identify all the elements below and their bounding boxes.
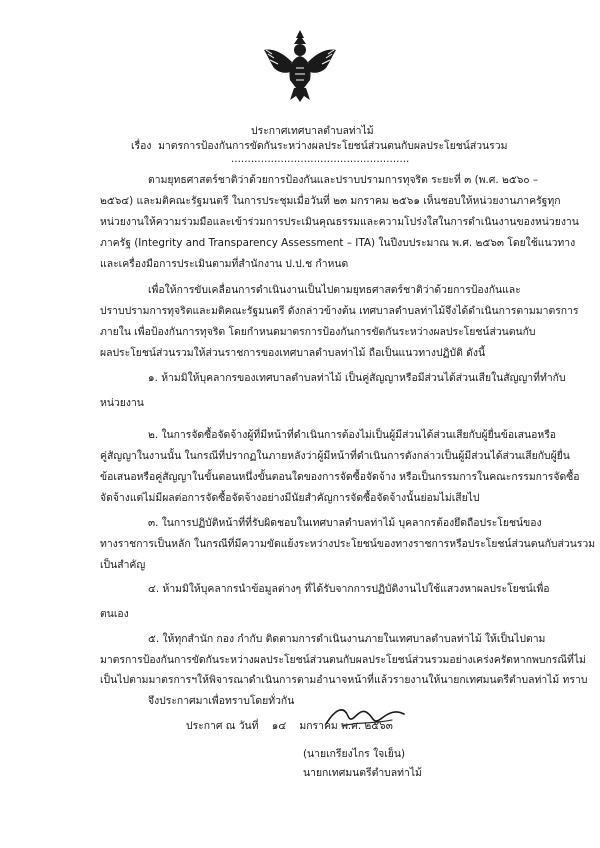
paragraph-line: และเครื่องมือการประเมินตามที่สำนักงาน ป.ป.ช กำหนด [100, 258, 349, 270]
list-item-line: ตนเอง [100, 608, 129, 620]
paragraph-line: ภาครัฐ (Integrity and Transparency Assessment – ITA) ในปีงบประมาณ พ.ศ. ๒๕๖๓ โดยใช้แนวทาง [100, 237, 576, 249]
list-item-line: ๕. ให้ทุกสำนัก กอง กำกับ ติดตามการดำเนินงานภายในเทศบาลตำบลท่าไม้ ให้เป็นไปตาม [148, 633, 546, 645]
list-item-line: เป็นสำคัญ [100, 559, 146, 571]
signatory-name: (นายเกรียงไกร ใจเย็น) [303, 748, 406, 760]
announce-prefix: ประกาศ ณ วันที่ [186, 720, 259, 732]
paragraph-line: ผลประโยชน์ส่วนรวมให้ส่วนราชการของเทศบาลตำบลท่าไม้ ถือเป็นแนวทางปฏิบัติ ดังนี้ [100, 347, 486, 359]
closing-line: จึงประกาศมาเพื่อทราบโดยทั่วกัน [148, 695, 295, 707]
list-item-line: ๔. ห้ามมิให้บุคลากรนำข้อมูลต่างๆ ที่ได้รับจากการปฏิบัติงานไปใช้แสวงหาผลประโยชน์เพื่อ [148, 583, 550, 595]
list-item-line: หน่วยงาน [100, 397, 144, 409]
subject-label: เรื่อง [131, 140, 152, 152]
paragraph-line: หน่วยงานให้ความร่วมมือและเข้าร่วมการประเมินคุณธรรมและความโปร่งใสในการดำเนินงานของหน่วยงาน [100, 216, 579, 228]
list-item-line: ๓. ในการปฏิบัติหน้าที่ที่รับผิดชอบในเทศบาลตำบลท่าไม้ บุคลากรต้องยึดถือประโยชน์ของ [148, 517, 542, 529]
list-item-line: ๑. ห้ามมิให้บุคลากรของเทศบาลตำบลท่าไม้ เป็นคู่สัญญาหรือมีส่วนได้ส่วนเสียในสัญญาที่ทำกับ [148, 372, 566, 384]
list-item-line: จัดจ้างแต่ไม่มีผลต่อการจัดซื้อจัดจ้างอย่างมีนัยสำคัญการจัดซื้อจัดจ้างนั้นย่อมไม่เสียไป [100, 492, 480, 504]
subject-text: มาตรการป้องกันการขัดกันระหว่างผลประโยชน์ส่วนตนกับผลประโยชน์ส่วนรวม [158, 140, 508, 152]
signatory-position: นายกเทศมนตรีตำบลท่าไม้ [303, 767, 422, 779]
list-item-line: คู่สัญญาในงานนั้น ในกรณีที่ปรากฏในภายหลังว่าผู้มีหน้าที่ดำเนินการดังกล่าวเป็นผู้มีส่วนได้ส่วนเสียกับผู้ยื่น [100, 450, 570, 462]
separator-dots: ...................................................... [231, 153, 410, 165]
announce-month-year: มกราคม พ.ศ. ๒๕๖๓ [299, 720, 393, 732]
issuer-title: ประกาศเทศบาลตำบลท่าไม้ [251, 125, 374, 137]
announce-day: ๑๔ [271, 720, 287, 732]
garuda-emblem-icon [262, 28, 338, 104]
paragraph-line: ปราบปรามการทุจริตและมติคณะรัฐมนตรี ดังกล่าวข้างต้น เทศบาลตำบลท่าไม้จึงได้ดำเนินการตามมาตรการ [100, 305, 579, 317]
paragraph-line: ๒๕๖๔) และมติคณะรัฐมนตรี ในการประชุมเมื่อวันที่ ๒๓ มกราคม ๒๕๖๑ เห็นชอบให้หน่วยงานภาครัฐทุก [100, 195, 561, 207]
list-item-line: ข้อเสนอหรือคู่สัญญาในขั้นตอนหนึ่งขั้นตอนใดของการจัดซื้อจัดจ้าง หรือเป็นกรรมการในคณะกรรมการจัดซื้อ [100, 471, 580, 483]
subject-line [131, 139, 507, 153]
signature-icon [322, 700, 408, 734]
list-item-line: เป็นไปตามมาตรการฯให้พิจารณาดำเนินการตามอำนาจหน้าที่แล้วรายงานให้นายกเทศมนตรีตำบลท่าไม้ ทราบ [100, 674, 588, 686]
list-item-line: ๒. ในการจัดซื้อจัดจ้างผู้ที่มีหน้าที่ดำเนินการต้องไม่เป็นผู้มีส่วนได้ส่วนเสียกับผู้ยื่นข้อเสนอหรือ [148, 429, 557, 441]
paragraph-line: ตามยุทธศาสตร์ชาติว่าด้วยการป้องกันและปราบปรามการทุจริต ระยะที่ ๓ (พ.ศ. ๒๕๖๐ – [148, 174, 539, 186]
paragraph-line: เพื่อให้การขับเคลื่อนการดำเนินงานเป็นไปตามยุทธศาสตร์ชาติว่าด้วยการป้องกันและ [148, 284, 521, 296]
list-item-line: ทางราชการเป็นหลัก ในกรณีที่มีความขัดแย้งระหว่างประโยชน์ของทางราชการหรือประโยชน์ส่วนตนกับส่วนรวม [100, 538, 596, 550]
list-item-line: มาตรการป้องกันการขัดกันระหว่างผลประโยชน์ส่วนตนกับผลประโยชน์ส่วนรวมอย่างเคร่งครัดหากพบกรณีที่ไม่ [100, 654, 586, 666]
paragraph-line: ภายใน เพื่อป้องกันการทุจริต โดยกำหนดมาตรการป้องกันการขัดกันระหว่างผลประโยชน์ส่วนตนกับ [100, 326, 536, 338]
